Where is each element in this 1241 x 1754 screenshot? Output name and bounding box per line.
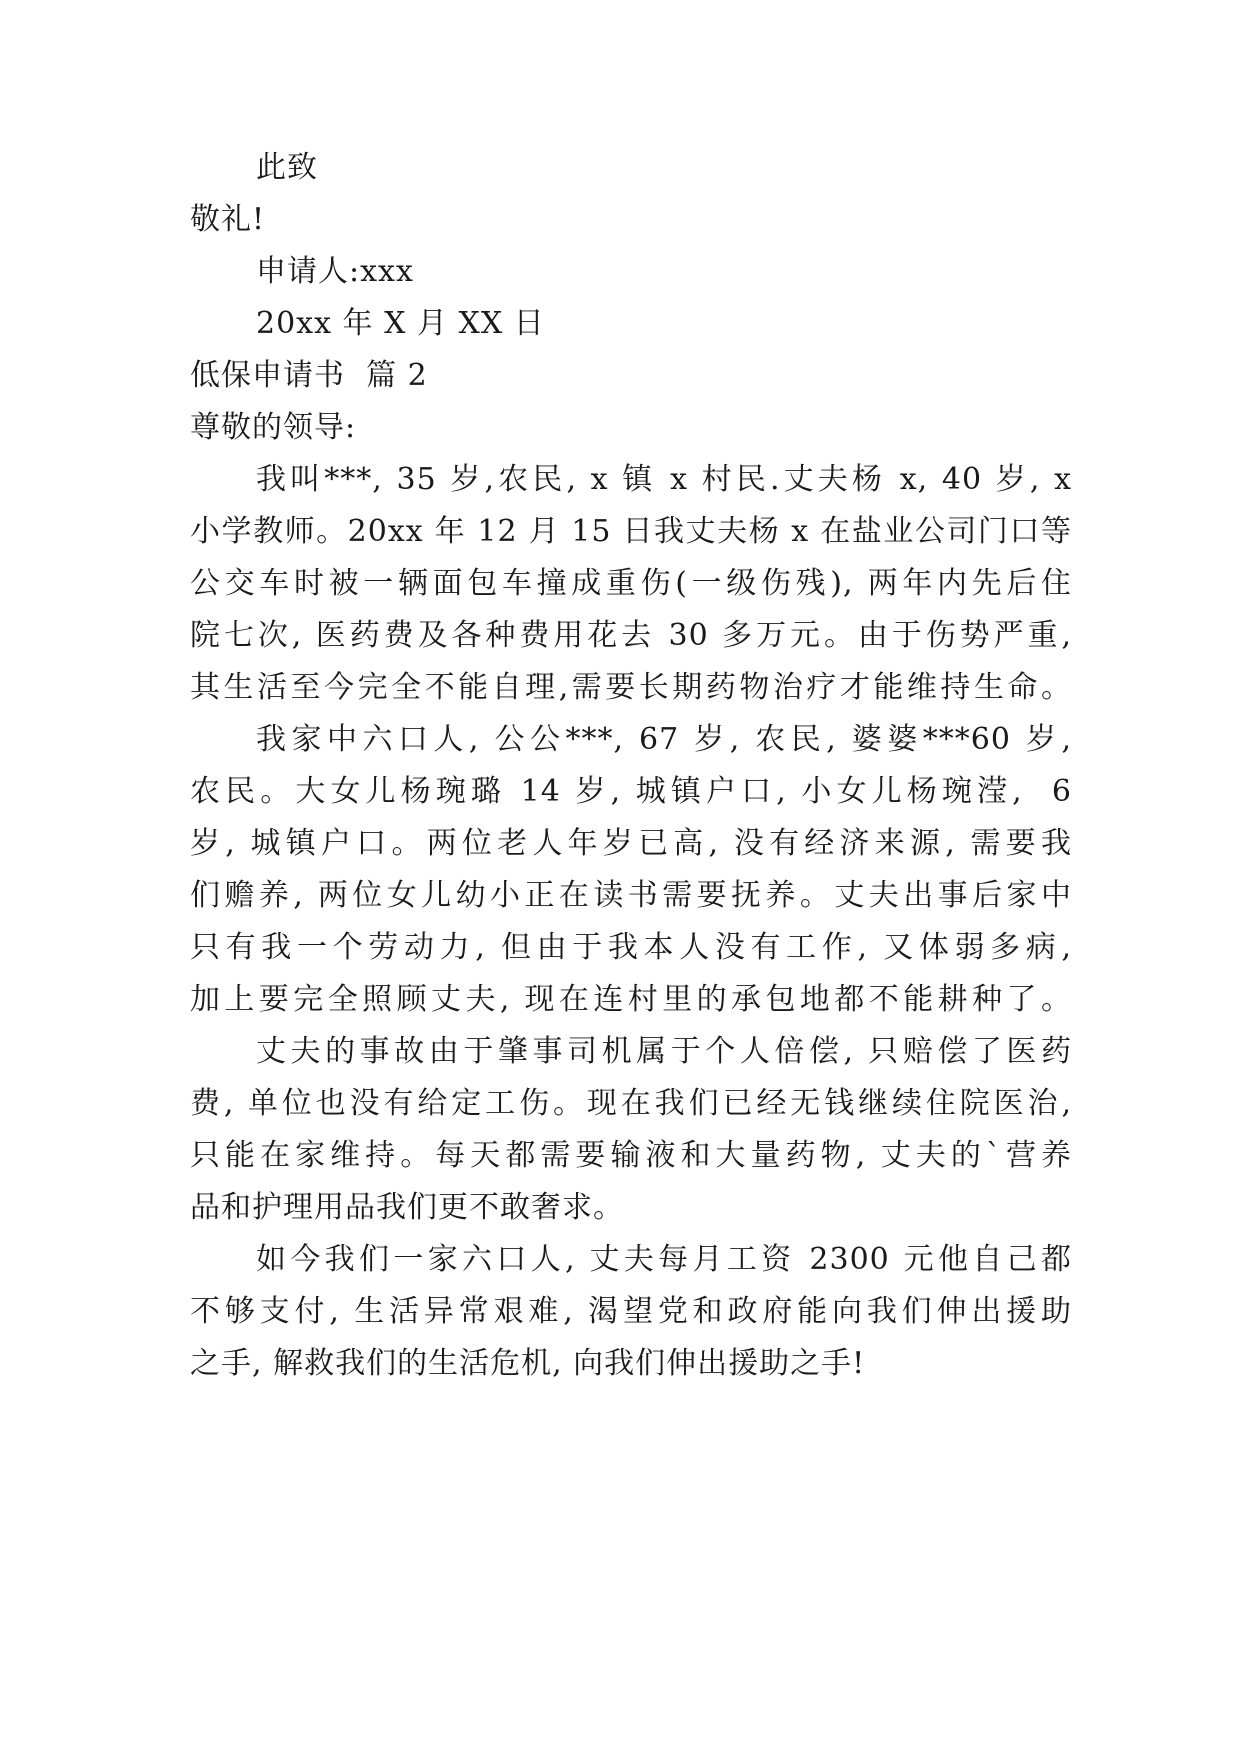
letter-date: 20xx 年 X 月 XX 日 [256, 306, 545, 341]
paragraph-line: 公交车时被一辆面包车撞成重伤(一级伤残), 两年内先后住 [190, 566, 1072, 601]
paragraph-line: 其生活至今完全不能自理,需要长期药物治疗才能维持生命。 [190, 670, 1072, 705]
paragraph-line: 岁, 城镇户口。两位老人年岁已高, 没有经济来源, 需要我 [190, 826, 1072, 861]
paragraph-line: 小学教师。20xx 年 12 月 15 日我丈夫杨 x 在盐业公司门口等 [190, 514, 1072, 549]
paragraph-line: 只有我一个劳动力, 但由于我本人没有工作, 又体弱多病, [190, 930, 1072, 965]
applicant-signature: 申请人:xxx [256, 254, 414, 289]
paragraph-line: 院七次, 医药费及各种费用花去 30 多万元。由于伤势严重, [190, 618, 1072, 653]
paragraph-line: 们赡养, 两位女儿幼小正在读书需要抚养。丈夫出事后家中 [190, 878, 1072, 913]
paragraph-line: 品和护理用品我们更不敢奢求。 [190, 1190, 624, 1225]
closing-regards: 敬礼! [190, 202, 266, 237]
paragraph-line: 农民。大女儿杨琬璐 14 岁, 城镇户口, 小女儿杨琬滢, 6 [190, 774, 1072, 809]
closing-salutation: 此致 [256, 150, 318, 185]
paragraph-line: 丈夫的事故由于肇事司机属于个人倍偿, 只赔偿了医药 [256, 1034, 1072, 1069]
paragraph-line: 我家中六口人, 公公***, 67 岁, 农民, 婆婆***60 岁, [256, 722, 1072, 757]
paragraph-line: 不够支付, 生活异常艰难, 渴望党和政府能向我们伸出援助 [190, 1294, 1072, 1329]
paragraph-line: 我叫***, 35 岁,农民, x 镇 x 村民.丈夫杨 x, 40 岁, x [256, 462, 1072, 497]
paragraph-line: 如今我们一家六口人, 丈夫每月工资 2300 元他自己都 [256, 1242, 1072, 1277]
paragraph-line: 之手, 解救我们的生活危机, 向我们伸出援助之手! [190, 1346, 866, 1381]
greeting: 尊敬的领导: [190, 410, 357, 445]
paragraph-line: 只能在家维持。每天都需要输液和大量药物, 丈夫的`营养 [190, 1138, 1072, 1173]
section-title: 低保申请书 篇 2 [190, 358, 428, 393]
paragraph-line: 费, 单位也没有给定工伤。现在我们已经无钱继续住院医治, [190, 1086, 1072, 1121]
paragraph-line: 加上要完全照顾丈夫, 现在连村里的承包地都不能耕种了。 [190, 982, 1072, 1017]
